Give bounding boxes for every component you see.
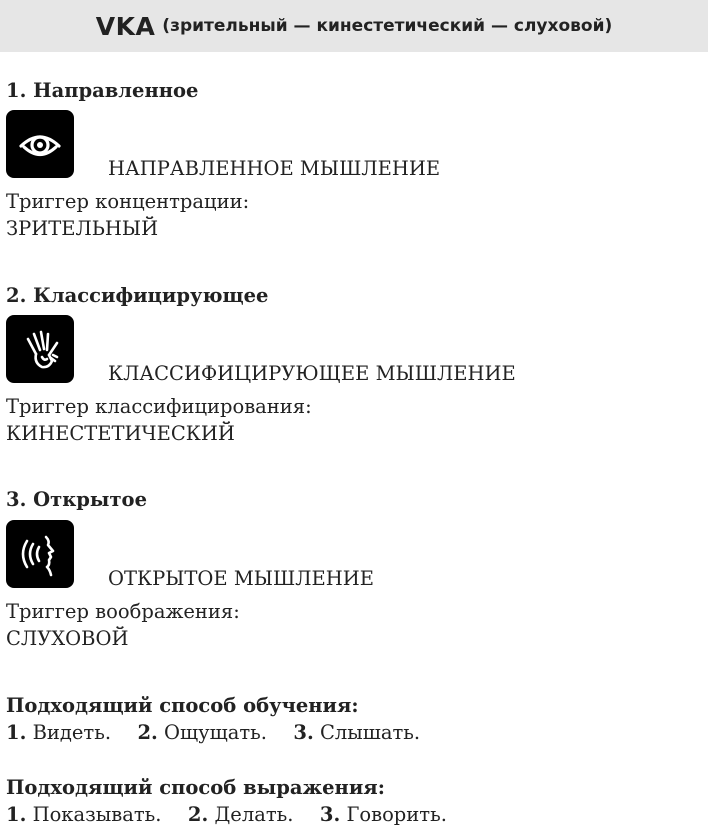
learning-heading: Подходящий способ обучения: <box>6 694 359 717</box>
hand-icon <box>6 315 74 383</box>
eye-icon <box>6 110 74 178</box>
speaking-face-icon <box>6 520 74 588</box>
section-2-title: 2. Классифицирующее <box>6 284 269 307</box>
section-3-trigger-label: Триггер воображения: <box>6 600 240 623</box>
learning-item-2-num: 2. <box>137 721 158 744</box>
header-code: VKA <box>95 11 156 41</box>
learning-item-3-num: 3. <box>293 721 314 744</box>
section-1-trigger-value: ЗРИТЕЛЬНЫЙ <box>6 217 159 240</box>
section-2-trigger-value: КИНЕСТЕТИЧЕСКИЙ <box>6 422 235 445</box>
expression-item-3: Говорить. <box>346 803 447 826</box>
header-subtitle: (зрительный — кинестетический — слуховой) <box>162 16 613 36</box>
expression-heading: Подходящий способ выражения: <box>6 776 385 799</box>
learning-item-2: Ощущать. <box>164 721 267 744</box>
section-1-thinking: НАПРАВЛЕННОЕ МЫШЛЕНИЕ <box>108 157 441 180</box>
section-2-trigger-label: Триггер классифицирования: <box>6 395 312 418</box>
expression-item-1-num: 1. <box>6 803 27 826</box>
expression-list <box>6 803 447 826</box>
expression-item-1: Показывать. <box>32 803 162 826</box>
section-3-trigger-value: СЛУХОВОЙ <box>6 627 129 650</box>
expression-item-2-num: 2. <box>187 803 209 826</box>
section-3-title: 3. Открытое <box>6 488 147 511</box>
section-2-thinking: КЛАССИФИЦИРУЮЩЕЕ МЫШЛЕНИЕ <box>108 362 516 385</box>
section-3-thinking: ОТКРЫТОЕ МЫШЛЕНИЕ <box>108 567 374 590</box>
learning-item-1: Видеть. <box>32 721 112 744</box>
learning-item-3: Слышать. <box>319 721 421 744</box>
learning-list <box>6 721 420 744</box>
header-bar <box>0 0 708 52</box>
learning-item-1-num: 1. <box>6 721 27 744</box>
section-1-trigger-label: Триггер концентрации: <box>6 190 250 213</box>
expression-item-3-num: 3. <box>319 803 341 826</box>
section-1-title: 1. Направленное <box>6 79 199 102</box>
expression-item-2: Делать. <box>214 803 294 826</box>
